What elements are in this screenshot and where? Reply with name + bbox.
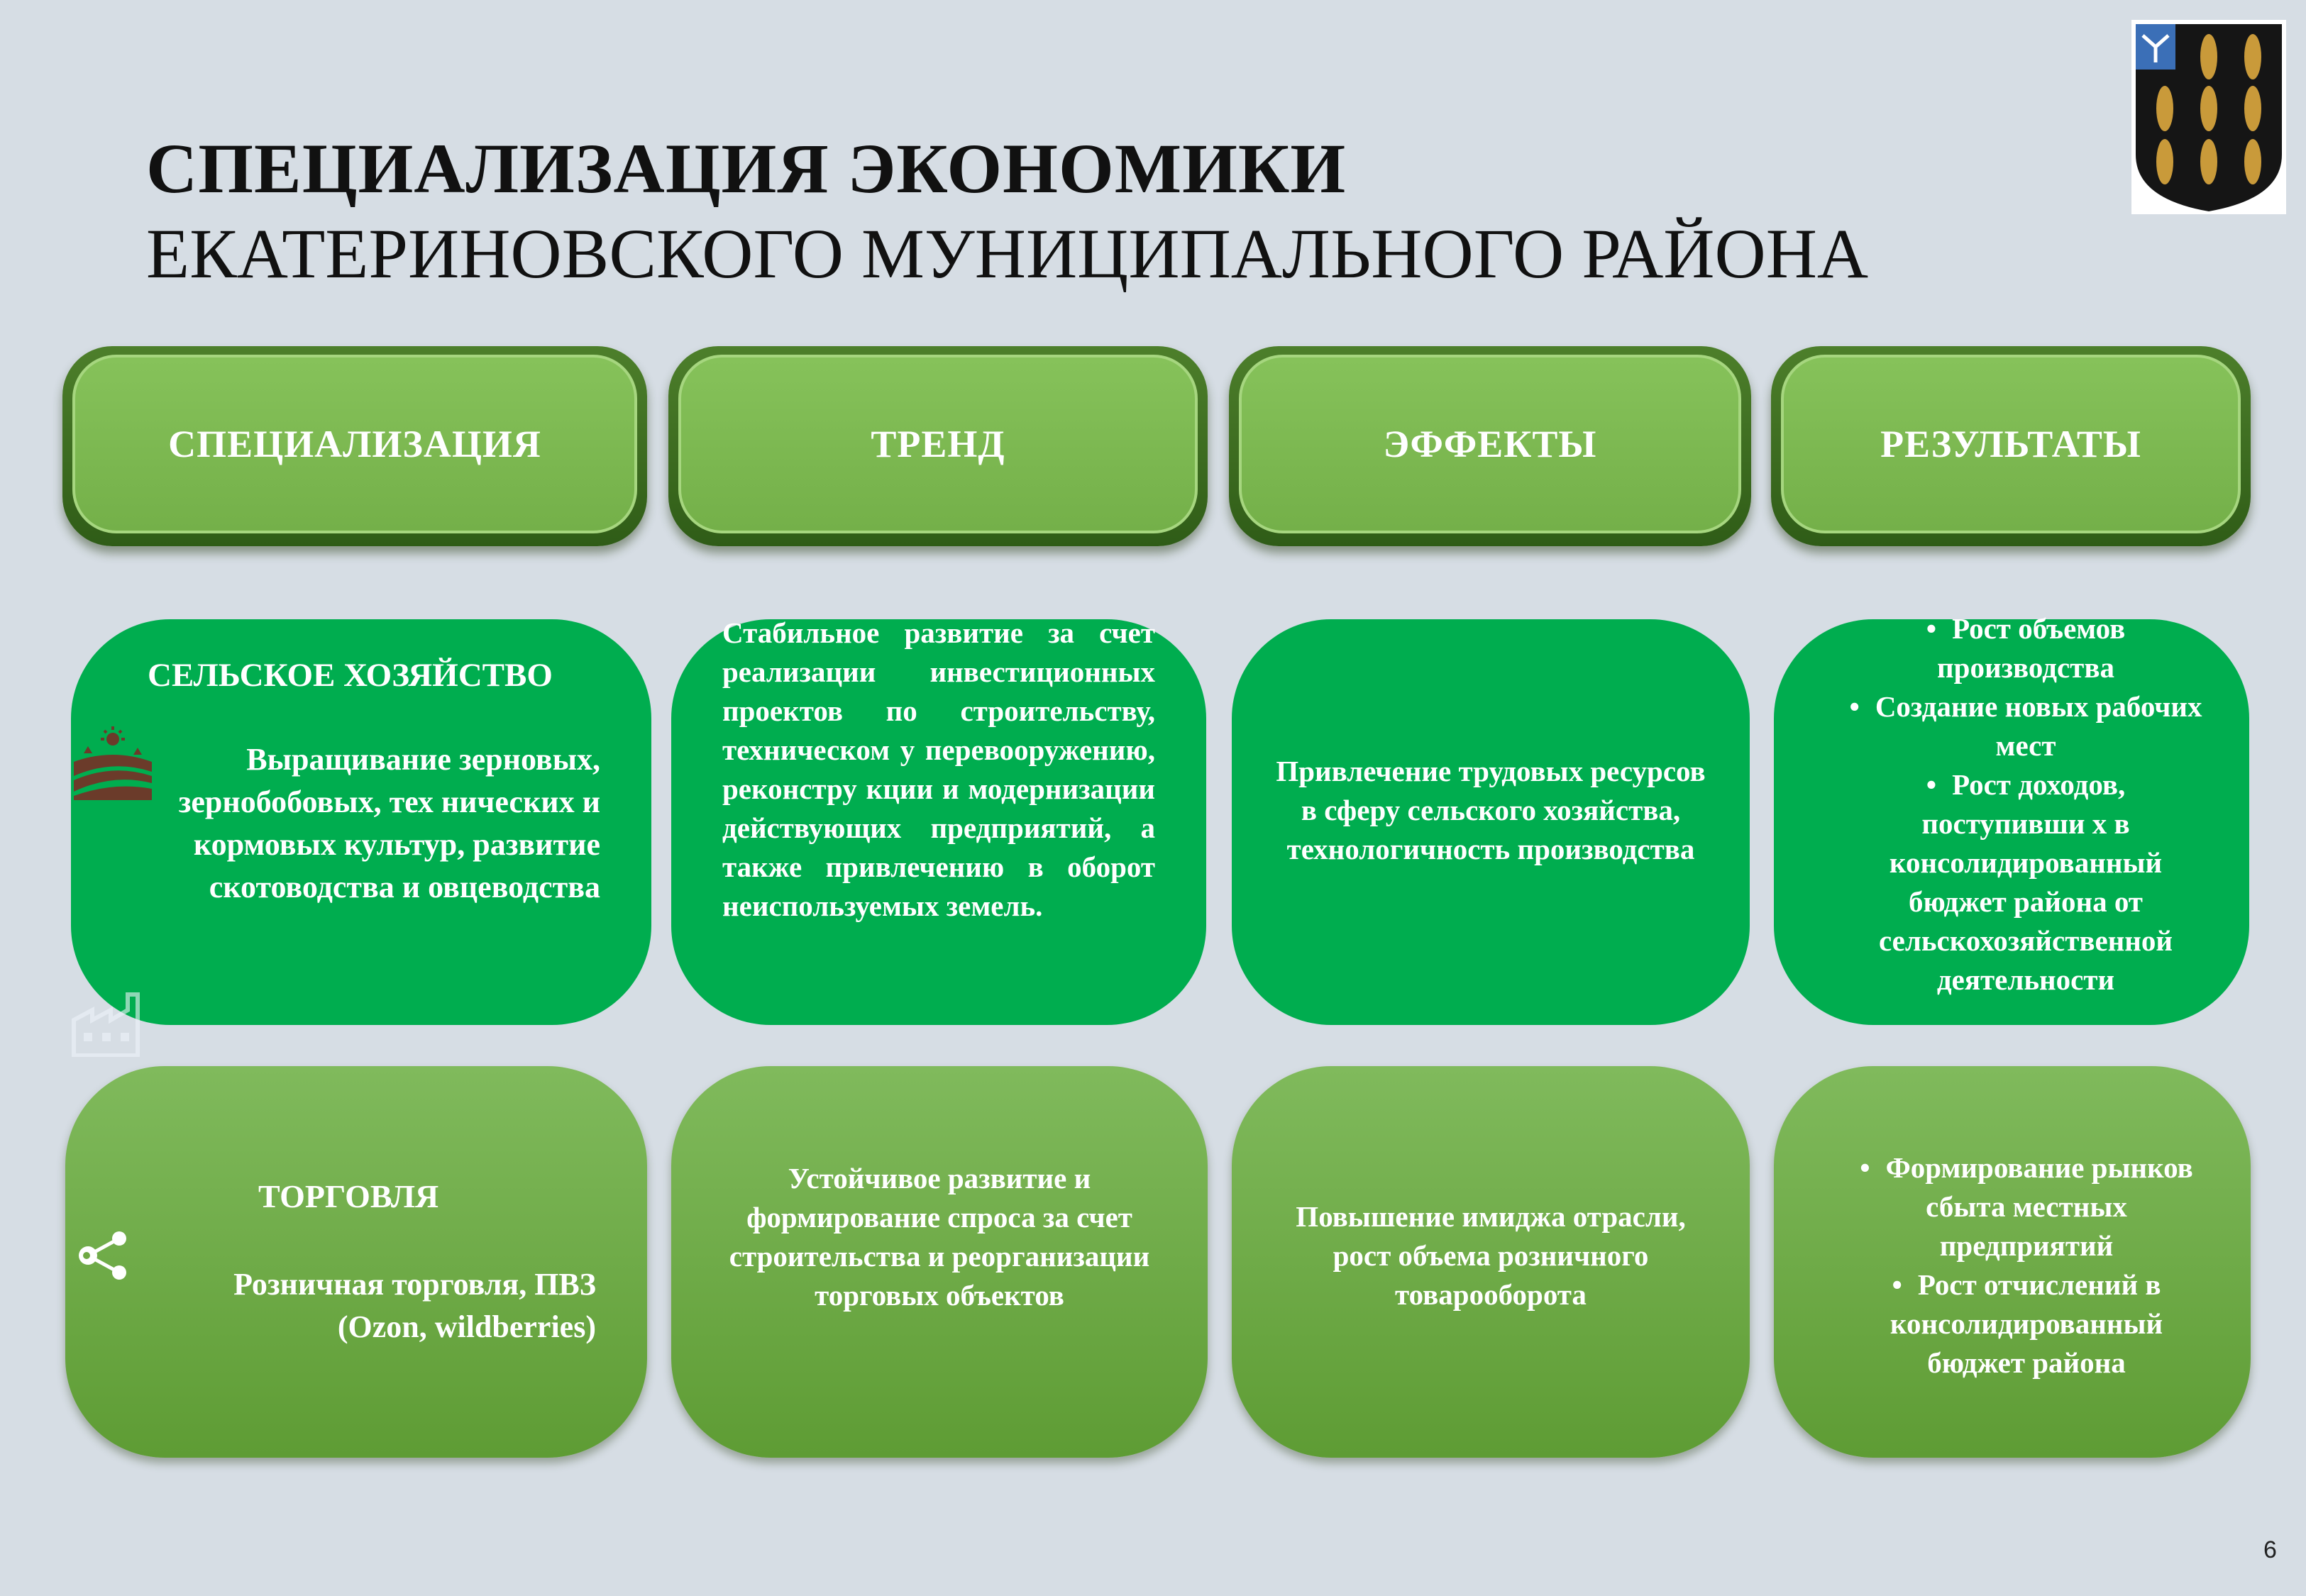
agriculture-specialization-box	[71, 619, 651, 1025]
agriculture-title: СЕЛЬСКОЕ ХОЗЯЙСТВО	[148, 657, 553, 694]
factory-icon	[71, 992, 142, 1057]
header-specialization-label: СПЕЦИАЛИЗАЦИЯ	[72, 355, 637, 533]
agriculture-effects-box	[1232, 619, 1750, 1025]
header-effects	[1229, 346, 1751, 546]
agriculture-trend-box	[671, 616, 1206, 1025]
trade-title: ТОРГОВЛЯ	[258, 1178, 439, 1214]
header-effects-label: ЭФФЕКТЫ	[1239, 355, 1741, 533]
agriculture-results-list	[1845, 609, 2207, 999]
trade-results-list	[1845, 1148, 2208, 1382]
trade-effects-box	[1232, 1066, 1750, 1458]
trade-description: Розничная торговля, ПВЗ (Ozon, wildberries)	[233, 1267, 596, 1344]
agriculture-trend-text: Стабильное развитие за счет реализации инвестиционных проектов по строительству, техническом у перевооружению, реконстру кции и модернизации действующих предприятий, а также привлечению в оборот неиспользуемых земель.	[722, 616, 1155, 922]
trade-results-box	[1774, 1066, 2251, 1458]
header-results-label: РЕЗУЛЬТАТЫ	[1781, 355, 2241, 533]
trade-specialization-box	[65, 1066, 647, 1458]
list-item: • Формирование рынков сбыта местных предприятий	[1860, 1151, 2193, 1262]
list-item: • Рост объемов производства	[1926, 612, 2126, 684]
farm-field-icon	[74, 726, 152, 800]
list-item: • Создание новых рабочих мест	[1849, 690, 2202, 762]
trade-trend-text: Устойчивое развитие и формирование спроса за счет строительства и реорганизации торговых объектов	[729, 1162, 1150, 1312]
header-trend	[668, 346, 1208, 546]
title-line-2: ЕКАТЕРИНОВСКОГО МУНИЦИПАЛЬНОГО РАЙОНА	[146, 214, 1869, 293]
header-results	[1771, 346, 2251, 546]
share-icon	[77, 1229, 131, 1282]
page-number: 6	[2263, 1536, 2277, 1563]
title-line-1: СПЕЦИАЛИЗАЦИЯ ЭКОНОМИКИ	[146, 129, 1347, 208]
agriculture-results-box	[1774, 612, 2249, 1025]
header-specialization	[62, 346, 647, 546]
agriculture-description: Выращивание зерновых, зернобобовых, тех нических и кормовых культур, развитие скотоводства и овцеводства	[178, 742, 600, 904]
header-trend-label: ТРЕНД	[678, 355, 1198, 533]
trade-trend-box	[671, 1066, 1208, 1458]
list-item: • Рост отчислений в консолидированный бюджет района	[1890, 1268, 2163, 1379]
trade-effects-text: Повышение имиджа отрасли, рост объема розничного товарооборота	[1296, 1199, 1686, 1311]
coat-of-arms-icon	[2131, 20, 2286, 214]
list-item: • Рост доходов, поступивши х в консолидированный бюджет района от сельскохозяйственной деятельности	[1878, 768, 2173, 996]
agriculture-effects-text: Привлечение трудовых ресурсов в сферу сельского хозяйства, технологичность производства	[1276, 754, 1706, 865]
